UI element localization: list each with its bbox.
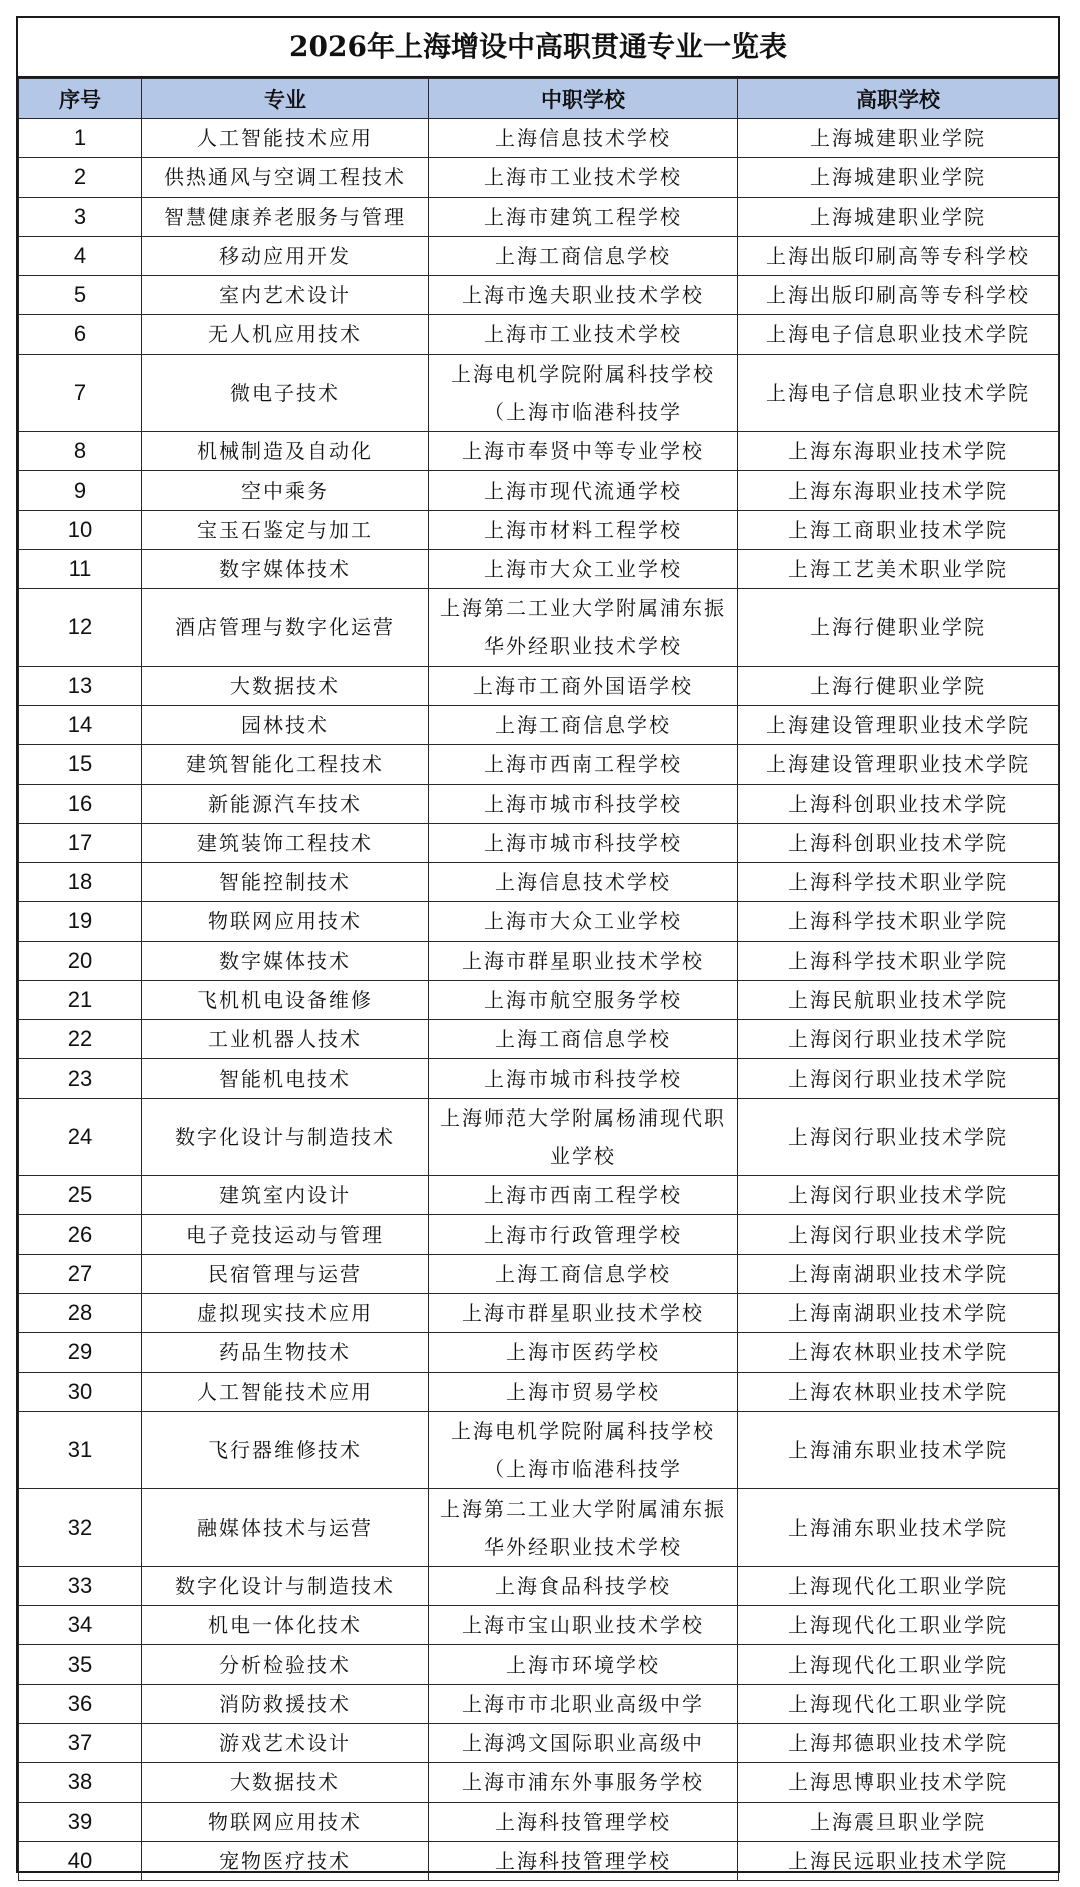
- header-major: 专业: [142, 79, 429, 119]
- cell-secondary-school: 上海食品科技学校: [429, 1566, 738, 1605]
- cell-major: 宝玉石鉴定与加工: [142, 510, 429, 549]
- table-row: [19, 863, 1059, 902]
- table-row: [19, 1333, 1059, 1372]
- cell-no: 29: [19, 1333, 142, 1372]
- cell-major: 移动应用开发: [142, 236, 429, 275]
- cell-secondary-school: 上海师范大学附属杨浦现代职业学校: [429, 1098, 738, 1176]
- cell-higher-school: 上海民航职业技术学院: [738, 980, 1059, 1019]
- table-row: [19, 236, 1059, 275]
- cell-major: 消防救援技术: [142, 1684, 429, 1723]
- table-row: [19, 276, 1059, 315]
- cell-no: 31: [19, 1411, 142, 1489]
- table-row: [19, 315, 1059, 354]
- cell-higher-school: 上海科学技术职业学院: [738, 863, 1059, 902]
- cell-secondary-school: 上海市城市科技学校: [429, 823, 738, 862]
- table-row: [19, 1176, 1059, 1215]
- cell-no: 8: [19, 432, 142, 471]
- cell-secondary-school: 上海信息技术学校: [429, 863, 738, 902]
- header-no: 序号: [19, 79, 142, 119]
- cell-secondary-school: 上海市材料工程学校: [429, 510, 738, 549]
- cell-no: 14: [19, 706, 142, 745]
- cell-higher-school: 上海浦东职业技术学院: [738, 1411, 1059, 1489]
- cell-major: 空中乘务: [142, 471, 429, 510]
- cell-major: 数字化设计与制造技术: [142, 1098, 429, 1176]
- table-row: [19, 745, 1059, 784]
- cell-no: 35: [19, 1645, 142, 1684]
- cell-no: 26: [19, 1215, 142, 1254]
- table-row: [19, 471, 1059, 510]
- table-row: [19, 1606, 1059, 1645]
- cell-secondary-school: 上海市宝山职业技术学校: [429, 1606, 738, 1645]
- cell-higher-school: 上海浦东职业技术学院: [738, 1489, 1059, 1567]
- cell-no: 30: [19, 1372, 142, 1411]
- cell-major: 机电一体化技术: [142, 1606, 429, 1645]
- cell-secondary-school: 上海工商信息学校: [429, 1020, 738, 1059]
- cell-major: 智慧健康养老服务与管理: [142, 197, 429, 236]
- cell-major: 供热通风与空调工程技术: [142, 158, 429, 197]
- cell-higher-school: 上海农林职业技术学院: [738, 1333, 1059, 1372]
- table-row: [19, 784, 1059, 823]
- cell-no: 2: [19, 158, 142, 197]
- cell-higher-school: 上海科创职业技术学院: [738, 823, 1059, 862]
- cell-higher-school: 上海建设管理职业技术学院: [738, 706, 1059, 745]
- cell-no: 32: [19, 1489, 142, 1567]
- cell-major: 微电子技术: [142, 354, 429, 432]
- cell-secondary-school: 上海电机学院附属科技学校（上海市临港科技学: [429, 1411, 738, 1489]
- header-row: [19, 79, 1059, 119]
- cell-secondary-school: 上海工商信息学校: [429, 236, 738, 275]
- table-row: [19, 158, 1059, 197]
- cell-major: 建筑室内设计: [142, 1176, 429, 1215]
- cell-major: 无人机应用技术: [142, 315, 429, 354]
- header-secondary-school: 中职学校: [429, 79, 738, 119]
- cell-no: 20: [19, 941, 142, 980]
- table-row: [19, 1020, 1059, 1059]
- table-row: [19, 1215, 1059, 1254]
- cell-secondary-school: 上海市行政管理学校: [429, 1215, 738, 1254]
- cell-no: 17: [19, 823, 142, 862]
- cell-no: 22: [19, 1020, 142, 1059]
- cell-higher-school: 上海邦德职业技术学院: [738, 1723, 1059, 1762]
- cell-higher-school: 上海现代化工职业学院: [738, 1566, 1059, 1605]
- cell-no: 33: [19, 1566, 142, 1605]
- cell-secondary-school: 上海市市北职业高级中学: [429, 1684, 738, 1723]
- cell-no: 12: [19, 589, 142, 667]
- table-sheet: [16, 16, 1060, 1873]
- table-row: [19, 1645, 1059, 1684]
- cell-higher-school: 上海科创职业技术学院: [738, 784, 1059, 823]
- cell-higher-school: 上海城建职业学院: [738, 119, 1059, 158]
- cell-major: 酒店管理与数字化运营: [142, 589, 429, 667]
- cell-no: 6: [19, 315, 142, 354]
- table-row: [19, 1059, 1059, 1098]
- cell-major: 新能源汽车技术: [142, 784, 429, 823]
- cell-secondary-school: 上海第二工业大学附属浦东振华外经职业技术学校: [429, 1489, 738, 1567]
- cell-secondary-school: 上海市医药学校: [429, 1333, 738, 1372]
- cell-secondary-school: 上海科技管理学校: [429, 1802, 738, 1841]
- cell-major: 人工智能技术应用: [142, 1372, 429, 1411]
- cell-no: 1: [19, 119, 142, 158]
- cell-major: 建筑装饰工程技术: [142, 823, 429, 862]
- cell-secondary-school: 上海市建筑工程学校: [429, 197, 738, 236]
- cell-secondary-school: 上海市航空服务学校: [429, 980, 738, 1019]
- cell-no: 28: [19, 1294, 142, 1333]
- cell-major: 融媒体技术与运营: [142, 1489, 429, 1567]
- table-row: [19, 1294, 1059, 1333]
- cell-no: 19: [19, 902, 142, 941]
- cell-no: 40: [19, 1841, 142, 1880]
- cell-higher-school: 上海闵行职业技术学院: [738, 1176, 1059, 1215]
- cell-higher-school: 上海工艺美术职业学院: [738, 549, 1059, 588]
- table-row: [19, 1684, 1059, 1723]
- cell-secondary-school: 上海市贸易学校: [429, 1372, 738, 1411]
- cell-higher-school: 上海闵行职业技术学院: [738, 1059, 1059, 1098]
- cell-no: 10: [19, 510, 142, 549]
- cell-higher-school: 上海工商职业技术学院: [738, 510, 1059, 549]
- cell-no: 24: [19, 1098, 142, 1176]
- cell-major: 物联网应用技术: [142, 1802, 429, 1841]
- table-title: 2026年上海增设中高职贯通专业一览表: [18, 18, 1058, 78]
- cell-no: 5: [19, 276, 142, 315]
- cell-major: 飞行器维修技术: [142, 1411, 429, 1489]
- table-row: [19, 1841, 1059, 1880]
- cell-no: 13: [19, 666, 142, 705]
- cell-no: 34: [19, 1606, 142, 1645]
- cell-secondary-school: 上海市浦东外事服务学校: [429, 1763, 738, 1802]
- cell-major: 宠物医疗技术: [142, 1841, 429, 1880]
- cell-higher-school: 上海城建职业学院: [738, 197, 1059, 236]
- cell-no: 27: [19, 1254, 142, 1293]
- cell-no: 3: [19, 197, 142, 236]
- cell-higher-school: 上海行健职业学院: [738, 666, 1059, 705]
- cell-secondary-school: 上海市大众工业学校: [429, 549, 738, 588]
- cell-higher-school: 上海闵行职业技术学院: [738, 1098, 1059, 1176]
- cell-secondary-school: 上海市奉贤中等专业学校: [429, 432, 738, 471]
- cell-major: 虚拟现实技术应用: [142, 1294, 429, 1333]
- table-row: [19, 354, 1059, 432]
- cell-secondary-school: 上海市西南工程学校: [429, 745, 738, 784]
- cell-higher-school: 上海民远职业技术学院: [738, 1841, 1059, 1880]
- cell-major: 数字化设计与制造技术: [142, 1566, 429, 1605]
- cell-higher-school: 上海东海职业技术学院: [738, 471, 1059, 510]
- cell-secondary-school: 上海鸿文国际职业高级中: [429, 1723, 738, 1762]
- cell-major: 飞机机电设备维修: [142, 980, 429, 1019]
- table-row: [19, 1763, 1059, 1802]
- cell-higher-school: 上海南湖职业技术学院: [738, 1254, 1059, 1293]
- table-row: [19, 1489, 1059, 1567]
- cell-higher-school: 上海电子信息职业技术学院: [738, 354, 1059, 432]
- cell-no: 7: [19, 354, 142, 432]
- cell-higher-school: 上海现代化工职业学院: [738, 1645, 1059, 1684]
- table-row: [19, 1566, 1059, 1605]
- cell-major: 大数据技术: [142, 1763, 429, 1802]
- cell-secondary-school: 上海工商信息学校: [429, 706, 738, 745]
- table-row: [19, 980, 1059, 1019]
- cell-major: 分析检验技术: [142, 1645, 429, 1684]
- cell-secondary-school: 上海市西南工程学校: [429, 1176, 738, 1215]
- cell-higher-school: 上海建设管理职业技术学院: [738, 745, 1059, 784]
- cell-higher-school: 上海电子信息职业技术学院: [738, 315, 1059, 354]
- cell-higher-school: 上海闵行职业技术学院: [738, 1215, 1059, 1254]
- cell-higher-school: 上海南湖职业技术学院: [738, 1294, 1059, 1333]
- cell-higher-school: 上海出版印刷高等专科学校: [738, 236, 1059, 275]
- cell-major: 药品生物技术: [142, 1333, 429, 1372]
- cell-major: 物联网应用技术: [142, 902, 429, 941]
- cell-secondary-school: 上海市工业技术学校: [429, 158, 738, 197]
- table-row: [19, 1372, 1059, 1411]
- table-row: [19, 197, 1059, 236]
- table-row: [19, 510, 1059, 549]
- cell-secondary-school: 上海市群星职业技术学校: [429, 1294, 738, 1333]
- majors-table: [18, 78, 1059, 1881]
- cell-major: 数字媒体技术: [142, 941, 429, 980]
- cell-major: 室内艺术设计: [142, 276, 429, 315]
- cell-higher-school: 上海科学技术职业学院: [738, 902, 1059, 941]
- cell-secondary-school: 上海市工业技术学校: [429, 315, 738, 354]
- cell-higher-school: 上海闵行职业技术学院: [738, 1020, 1059, 1059]
- table-row: [19, 1802, 1059, 1841]
- cell-major: 园林技术: [142, 706, 429, 745]
- cell-secondary-school: 上海市城市科技学校: [429, 1059, 738, 1098]
- cell-secondary-school: 上海市工商外国语学校: [429, 666, 738, 705]
- cell-major: 智能控制技术: [142, 863, 429, 902]
- cell-secondary-school: 上海工商信息学校: [429, 1254, 738, 1293]
- cell-secondary-school: 上海信息技术学校: [429, 119, 738, 158]
- cell-no: 37: [19, 1723, 142, 1762]
- table-row: [19, 1411, 1059, 1489]
- cell-secondary-school: 上海市大众工业学校: [429, 902, 738, 941]
- table-body: [19, 119, 1059, 1881]
- cell-higher-school: 上海思博职业技术学院: [738, 1763, 1059, 1802]
- table-row: [19, 119, 1059, 158]
- cell-no: 9: [19, 471, 142, 510]
- cell-no: 15: [19, 745, 142, 784]
- cell-secondary-school: 上海科技管理学校: [429, 1841, 738, 1880]
- table-row: [19, 706, 1059, 745]
- cell-higher-school: 上海农林职业技术学院: [738, 1372, 1059, 1411]
- cell-major: 智能机电技术: [142, 1059, 429, 1098]
- cell-secondary-school: 上海电机学院附属科技学校（上海市临港科技学: [429, 354, 738, 432]
- cell-no: 39: [19, 1802, 142, 1841]
- table-row: [19, 1254, 1059, 1293]
- table-row: [19, 941, 1059, 980]
- cell-secondary-school: 上海第二工业大学附属浦东振华外经职业技术学校: [429, 589, 738, 667]
- cell-no: 23: [19, 1059, 142, 1098]
- table-row: [19, 1723, 1059, 1762]
- cell-secondary-school: 上海市逸夫职业技术学校: [429, 276, 738, 315]
- cell-higher-school: 上海现代化工职业学院: [738, 1684, 1059, 1723]
- table-row: [19, 823, 1059, 862]
- cell-no: 16: [19, 784, 142, 823]
- table-row: [19, 589, 1059, 667]
- cell-major: 建筑智能化工程技术: [142, 745, 429, 784]
- cell-higher-school: 上海城建职业学院: [738, 158, 1059, 197]
- cell-major: 游戏艺术设计: [142, 1723, 429, 1762]
- cell-no: 11: [19, 549, 142, 588]
- cell-higher-school: 上海现代化工职业学院: [738, 1606, 1059, 1645]
- cell-secondary-school: 上海市群星职业技术学校: [429, 941, 738, 980]
- cell-major: 民宿管理与运营: [142, 1254, 429, 1293]
- cell-secondary-school: 上海市现代流通学校: [429, 471, 738, 510]
- cell-no: 36: [19, 1684, 142, 1723]
- cell-higher-school: 上海科学技术职业学院: [738, 941, 1059, 980]
- cell-secondary-school: 上海市城市科技学校: [429, 784, 738, 823]
- cell-major: 大数据技术: [142, 666, 429, 705]
- cell-no: 4: [19, 236, 142, 275]
- table-row: [19, 549, 1059, 588]
- cell-major: 工业机器人技术: [142, 1020, 429, 1059]
- cell-secondary-school: 上海市环境学校: [429, 1645, 738, 1684]
- cell-major: 数字媒体技术: [142, 549, 429, 588]
- cell-no: 18: [19, 863, 142, 902]
- cell-major: 人工智能技术应用: [142, 119, 429, 158]
- table-row: [19, 666, 1059, 705]
- cell-major: 机械制造及自动化: [142, 432, 429, 471]
- table-row: [19, 1098, 1059, 1176]
- table-row: [19, 902, 1059, 941]
- cell-no: 21: [19, 980, 142, 1019]
- cell-higher-school: 上海出版印刷高等专科学校: [738, 276, 1059, 315]
- cell-no: 25: [19, 1176, 142, 1215]
- table-row: [19, 432, 1059, 471]
- cell-no: 38: [19, 1763, 142, 1802]
- cell-major: 电子竞技运动与管理: [142, 1215, 429, 1254]
- cell-higher-school: 上海东海职业技术学院: [738, 432, 1059, 471]
- header-higher-school: 高职学校: [738, 79, 1059, 119]
- cell-higher-school: 上海震旦职业学院: [738, 1802, 1059, 1841]
- cell-higher-school: 上海行健职业学院: [738, 589, 1059, 667]
